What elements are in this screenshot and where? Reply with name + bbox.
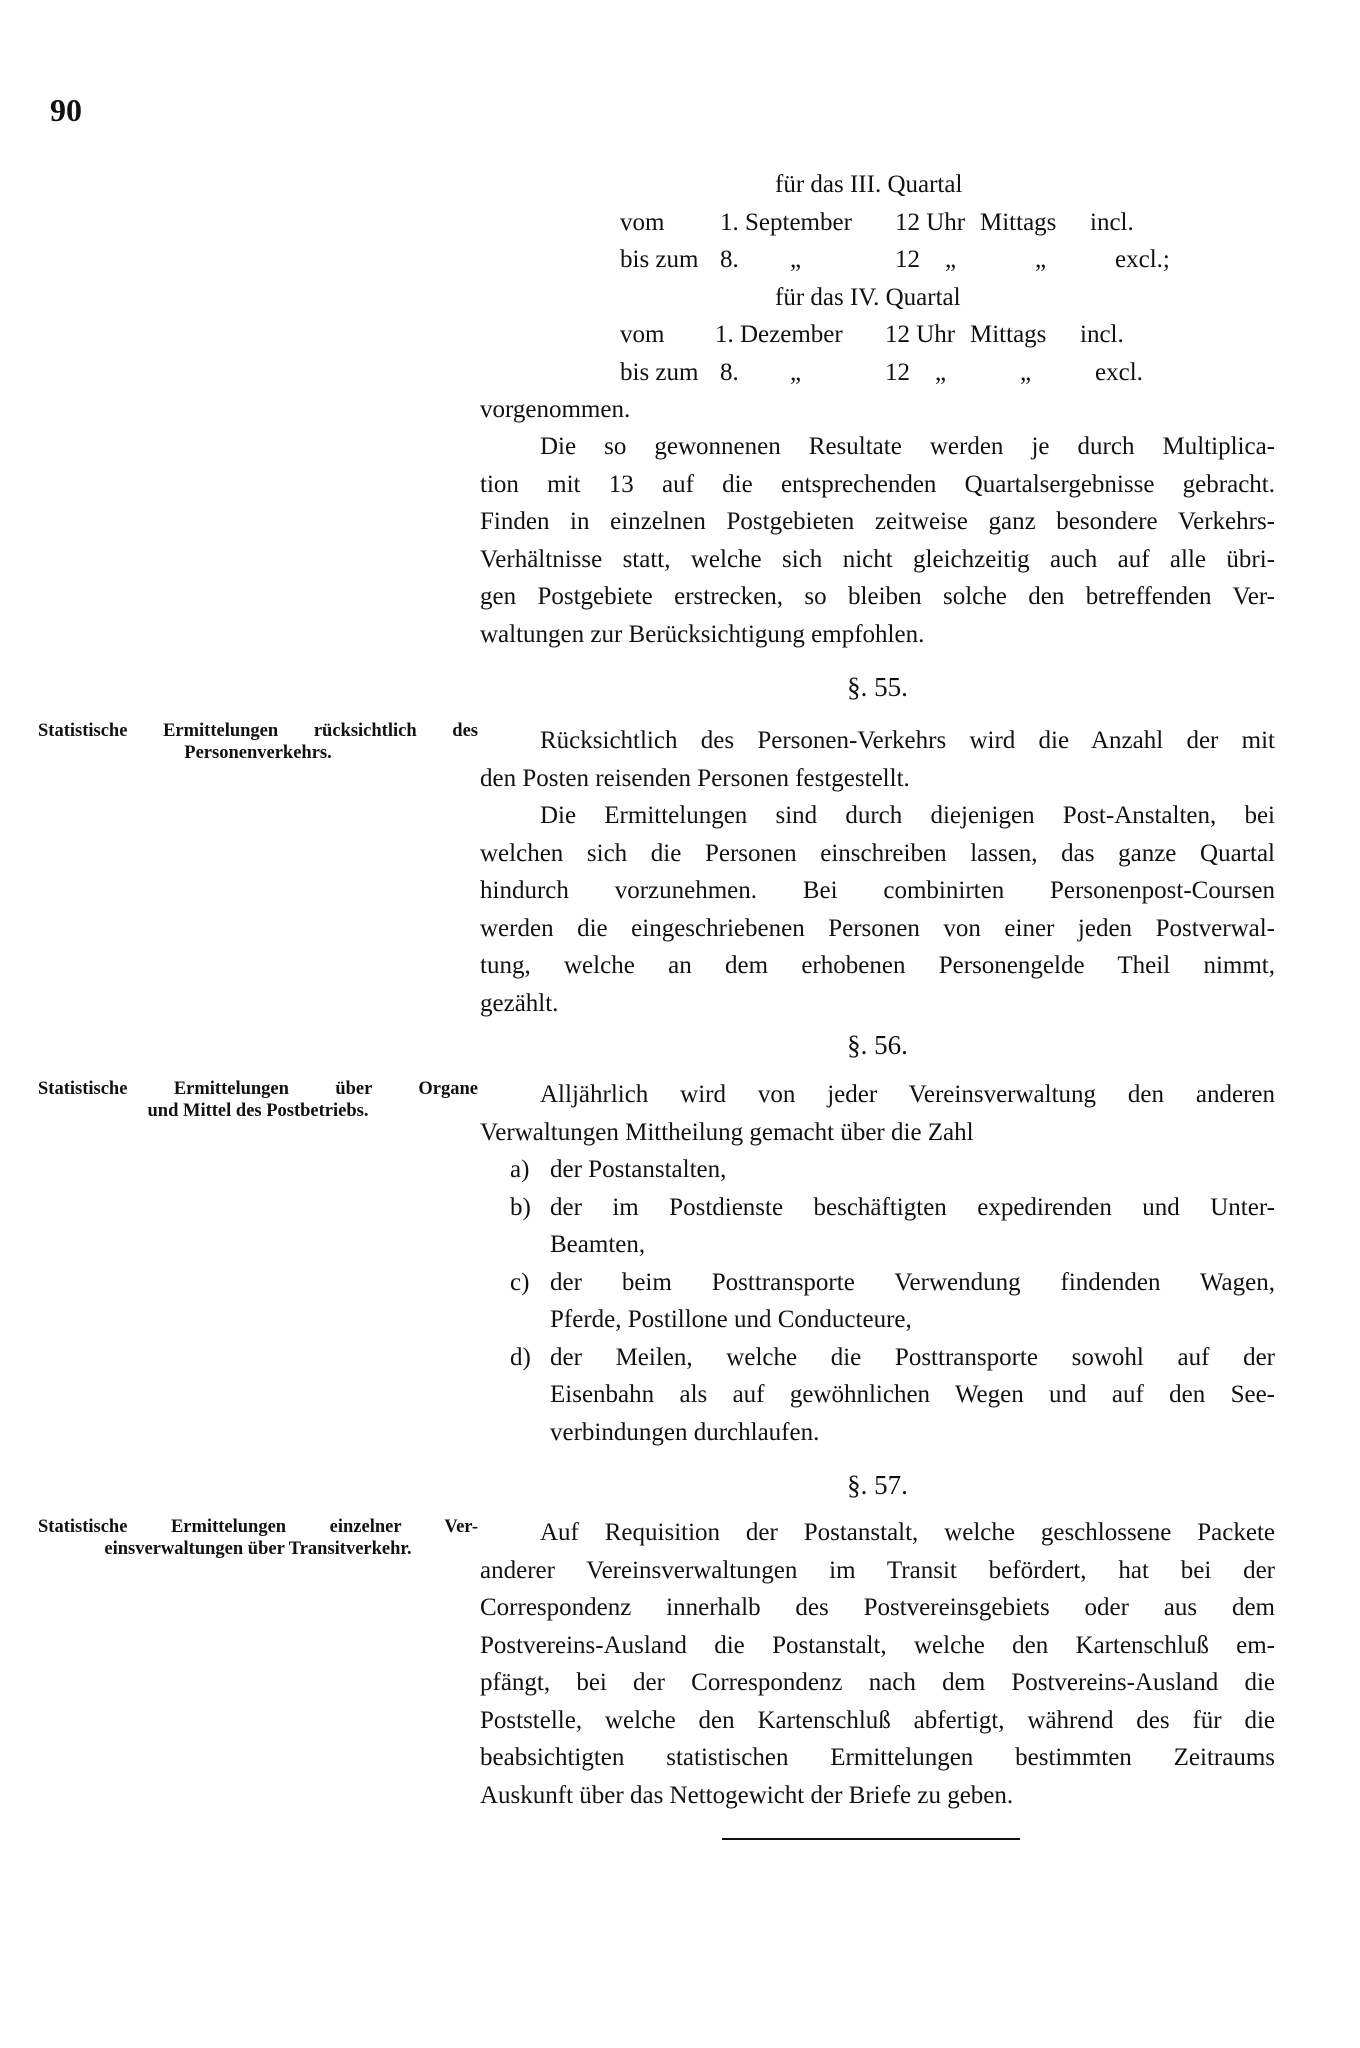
to-mark: excl. bbox=[1095, 358, 1143, 386]
list-item-c bbox=[510, 1264, 1275, 1339]
section-57-body bbox=[480, 1514, 1275, 1814]
note-line: Statistische Ermittelungen über Organe bbox=[38, 1079, 478, 1099]
margin-note-55 bbox=[38, 720, 478, 764]
list-item-d bbox=[510, 1339, 1275, 1452]
text-line: Pferde, Postillone und Conducteure, bbox=[550, 1306, 912, 1333]
text-line: Eisenbahn als auf gewöhnlichen Wegen und auf den See- bbox=[550, 1381, 1275, 1408]
section-heading-57: §. 57. bbox=[847, 1470, 908, 1500]
text-line: Verwaltungen Mittheilung gemacht über die Zahl bbox=[480, 1118, 974, 1146]
text-line: tion mit 13 auf die entsprechenden Quartalsergebnisse gebracht. bbox=[480, 470, 1275, 498]
section-55-body bbox=[480, 722, 1275, 1022]
text-line: Beamten, bbox=[550, 1231, 646, 1258]
text-line: hindurch vorzunehmen. Bei combinirten Personenpost-Coursen bbox=[480, 877, 1275, 904]
ditto-mark: „ bbox=[790, 246, 802, 273]
text-line: verbindungen durchlaufen. bbox=[550, 1418, 820, 1446]
text-line: den Posten reisenden Personen festgestellt. bbox=[480, 764, 910, 792]
note-line: Statistische Ermittelungen einzelner Ver- bbox=[38, 1517, 478, 1537]
text-line: Alljährlich wird von jeder Vereinsverwaltung den anderen bbox=[540, 1081, 1275, 1108]
enumerated-list bbox=[480, 1151, 1275, 1451]
text-line: der Meilen, welche die Posttransporte sowohl auf der bbox=[550, 1343, 1275, 1371]
item-label: c) bbox=[510, 1268, 530, 1296]
text-line: Rücksichtlich des Personen-Verkehrs wird die Anzahl der mit bbox=[540, 727, 1275, 754]
text-line: werden die eingeschriebenen Personen von einer jeden Postverwal- bbox=[480, 914, 1275, 942]
text-line: gezählt. bbox=[480, 989, 559, 1017]
from-word: vom bbox=[620, 321, 665, 348]
paragraph-results bbox=[480, 428, 1275, 653]
note-line: Personenverkehrs. bbox=[184, 743, 332, 763]
list-item-b bbox=[510, 1189, 1275, 1264]
to-word: bis zum bbox=[620, 246, 699, 273]
text-line: Poststelle, welche den Kartenschluß abfertigt, während des für die bbox=[480, 1706, 1275, 1734]
margin-note-57 bbox=[38, 1516, 478, 1560]
item-label: d) bbox=[510, 1343, 531, 1371]
note-line: Statistische Ermittelungen rücksichtlich des bbox=[38, 721, 478, 741]
quarter-schedule bbox=[480, 166, 1275, 429]
item-label: a) bbox=[510, 1156, 530, 1183]
text-line: welchen sich die Personen einschreiben lassen, das ganze Quartal bbox=[480, 839, 1275, 867]
from-hour: 12 Uhr bbox=[885, 321, 956, 348]
to-word: bis zum bbox=[620, 358, 699, 386]
from-hour: 12 Uhr bbox=[895, 208, 966, 236]
end-rule bbox=[722, 1838, 1020, 1840]
list-item-a bbox=[510, 1151, 1275, 1189]
text-line: Die Ermittelungen sind durch diejenigen Post-Anstalten, bei bbox=[540, 802, 1275, 829]
text-line: anderer Vereinsverwaltungen im Transit befördert, hat bei der bbox=[480, 1556, 1275, 1584]
ditto-mark: „ bbox=[945, 246, 957, 273]
from-mark: incl. bbox=[1080, 321, 1124, 348]
text-line: der beim Posttransporte Verwendung findenden Wagen, bbox=[550, 1268, 1275, 1296]
to-day: 8. bbox=[720, 246, 739, 273]
to-hour: 12 bbox=[885, 358, 910, 386]
ditto-mark: „ bbox=[1035, 246, 1047, 273]
text-line: gen Postgebiete erstrecken, so bleiben solche den betreffenden Ver- bbox=[480, 583, 1275, 610]
schedule-q3-from bbox=[480, 204, 1275, 242]
text-line: tung, welche an dem erhobenen Personengelde Theil nimmt, bbox=[480, 952, 1275, 979]
text-line: Verhältnisse statt, welche sich nicht gleichzeitig auch auf alle übri- bbox=[480, 545, 1275, 573]
from-day: 1. Dezember bbox=[715, 321, 843, 348]
schedule-q3-to bbox=[480, 241, 1275, 279]
text-line: Die so gewonnenen Resultate werden je durch Multiplica- bbox=[540, 433, 1275, 460]
ditto-mark: „ bbox=[935, 358, 947, 386]
text-line: Postvereins-Ausland die Postanstalt, welche den Kartenschluß em- bbox=[480, 1631, 1275, 1659]
ditto-mark: „ bbox=[790, 358, 802, 386]
schedule-closing: vorgenommen. bbox=[480, 396, 631, 423]
to-hour: 12 bbox=[895, 246, 920, 273]
note-line: einsverwaltungen über Transitverkehr. bbox=[104, 1539, 412, 1559]
ditto-mark: „ bbox=[1020, 358, 1032, 386]
item-label: b) bbox=[510, 1193, 531, 1221]
section-56-body bbox=[480, 1076, 1275, 1451]
from-time: Mittags bbox=[970, 321, 1047, 348]
from-day: 1. September bbox=[720, 208, 852, 236]
text-line: waltungen zur Berücksichtigung empfohlen. bbox=[480, 620, 925, 648]
text-line: Correspondenz innerhalb des Postvereinsgebiets oder aus dem bbox=[480, 1594, 1275, 1621]
from-mark: incl. bbox=[1090, 208, 1134, 236]
section-heading-55: §. 55. bbox=[847, 672, 908, 702]
section-heading-56: §. 56. bbox=[847, 1030, 908, 1060]
from-word: vom bbox=[620, 208, 665, 236]
margin-note-56 bbox=[38, 1078, 478, 1122]
schedule-q4-heading: für das IV. Quartal bbox=[775, 283, 961, 311]
text-line: Finden in einzelnen Postgebieten zeitweise ganz besondere Verkehrs- bbox=[480, 508, 1275, 535]
text-line: der Postanstalten, bbox=[550, 1156, 727, 1183]
from-time: Mittags bbox=[980, 208, 1057, 236]
page-number: 90 bbox=[50, 92, 82, 128]
text-line: Auf Requisition der Postanstalt, welche geschlossene Packete bbox=[540, 1519, 1275, 1546]
schedule-q3-heading: für das III. Quartal bbox=[775, 171, 963, 198]
to-day: 8. bbox=[720, 358, 739, 386]
to-mark: excl.; bbox=[1115, 246, 1170, 273]
text-line: beabsichtigten statistischen Ermittelungen bestimmten Zeitraums bbox=[480, 1744, 1275, 1771]
text-line: pfängt, bei der Correspondenz nach dem Postvereins-Ausland die bbox=[480, 1669, 1275, 1696]
note-line: und Mittel des Postbetriebs. bbox=[147, 1101, 369, 1121]
text-line: der im Postdienste beschäftigten expedirenden und Unter- bbox=[550, 1193, 1275, 1221]
schedule-q4-from bbox=[480, 316, 1275, 354]
schedule-q4-to bbox=[480, 354, 1275, 392]
text-line: Auskunft über das Nettogewicht der Briefe zu geben. bbox=[480, 1781, 1014, 1809]
